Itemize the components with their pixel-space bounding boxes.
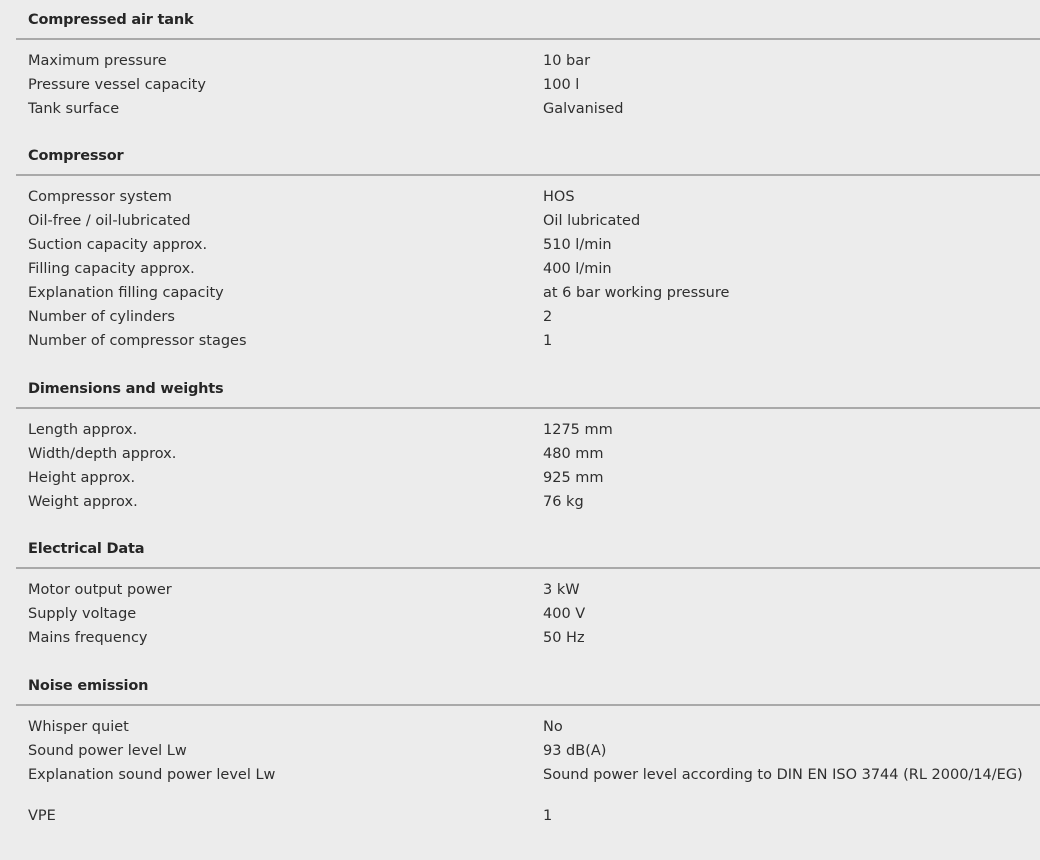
spec-value: 510 l/min — [543, 237, 612, 253]
spec-value: 2 — [543, 309, 553, 325]
spec-label: Maximum pressure — [28, 53, 167, 69]
spec-row — [16, 185, 1040, 209]
section-divider — [16, 174, 1040, 176]
spec-rows — [16, 715, 1040, 787]
spec-label: Number of compressor stages — [28, 333, 247, 349]
spec-rows — [16, 185, 1040, 353]
spec-row — [16, 442, 1040, 466]
section-title: Electrical Data — [28, 541, 145, 557]
spec-row — [16, 715, 1040, 739]
spec-label: Weight approx. — [28, 494, 138, 510]
spec-row — [16, 233, 1040, 257]
section-divider — [16, 407, 1040, 409]
spec-value: 480 mm — [543, 446, 604, 462]
spec-value: Sound power level according to DIN EN ISO 3744 (RL 2000/14/EG) — [543, 767, 1023, 783]
spec-label: Filling capacity approx. — [28, 261, 195, 277]
vpe-value: 1 — [543, 808, 553, 824]
spec-row — [16, 257, 1040, 281]
spec-row — [16, 763, 1040, 787]
section-title: Compressed air tank — [28, 12, 194, 28]
spec-row — [16, 49, 1040, 73]
spec-rows — [16, 578, 1040, 650]
spec-label: Width/depth approx. — [28, 446, 177, 462]
spec-row — [16, 626, 1040, 650]
spec-label: Number of cylinders — [28, 309, 175, 325]
spec-row — [16, 602, 1040, 626]
section-compressor — [16, 147, 1040, 353]
spec-row — [16, 97, 1040, 121]
spec-rows — [16, 418, 1040, 514]
spec-value: 1 — [543, 333, 553, 349]
spec-label: Explanation sound power level Lw — [28, 767, 276, 783]
spec-row — [16, 490, 1040, 514]
section-electrical-data — [16, 540, 1040, 650]
spec-value: at 6 bar working pressure — [543, 285, 730, 301]
spec-label: Suction capacity approx. — [28, 237, 208, 253]
spec-rows — [16, 49, 1040, 121]
section-divider — [16, 38, 1040, 40]
spec-label: Tank surface — [28, 101, 120, 117]
spec-label: Motor output power — [28, 582, 172, 598]
section-dimensions-and-weights — [16, 380, 1040, 514]
spec-value: 925 mm — [543, 470, 604, 486]
section-title: Compressor — [28, 148, 124, 164]
spec-value: 10 bar — [543, 53, 591, 69]
spec-row — [16, 305, 1040, 329]
section-divider — [16, 567, 1040, 569]
spec-value: Galvanised — [543, 101, 624, 117]
spec-label: Supply voltage — [28, 606, 137, 622]
spec-row — [16, 73, 1040, 97]
vpe-label: VPE — [28, 808, 56, 824]
spec-label: Sound power level Lw — [28, 743, 187, 759]
spec-value: HOS — [543, 189, 575, 205]
spec-label: Compressor system — [28, 189, 172, 205]
spec-label: Height approx. — [28, 470, 136, 486]
spec-row — [16, 209, 1040, 233]
spec-row — [16, 329, 1040, 353]
spec-label: Whisper quiet — [28, 719, 129, 735]
spec-row — [16, 466, 1040, 490]
spec-value: 100 l — [543, 77, 580, 93]
spec-value: 50 Hz — [543, 630, 585, 646]
section-title: Noise emission — [28, 678, 149, 694]
section-noise-emission — [16, 677, 1040, 787]
spec-row — [16, 739, 1040, 763]
section-compressed-air-tank — [16, 11, 1040, 121]
spec-row — [16, 418, 1040, 442]
spec-label: Mains frequency — [28, 630, 148, 646]
spec-label: Pressure vessel capacity — [28, 77, 206, 93]
spec-value: No — [543, 719, 563, 735]
spec-value: 3 kW — [543, 582, 580, 598]
section-divider — [16, 704, 1040, 706]
spec-row — [16, 578, 1040, 602]
spec-row — [16, 281, 1040, 305]
spec-value: 1275 mm — [543, 422, 613, 438]
spec-label: Explanation filling capacity — [28, 285, 224, 301]
spec-value: 76 kg — [543, 494, 584, 510]
spec-label: Oil-free / oil-lubricated — [28, 213, 191, 229]
spec-value: 400 l/min — [543, 261, 612, 277]
spec-value: 93 dB(A) — [543, 743, 607, 759]
spec-row — [16, 804, 1040, 828]
spec-label: Length approx. — [28, 422, 138, 438]
spec-value: 400 V — [543, 606, 586, 622]
section-title: Dimensions and weights — [28, 381, 224, 397]
spec-value: Oil lubricated — [543, 213, 641, 229]
vpe-row — [16, 804, 1040, 828]
